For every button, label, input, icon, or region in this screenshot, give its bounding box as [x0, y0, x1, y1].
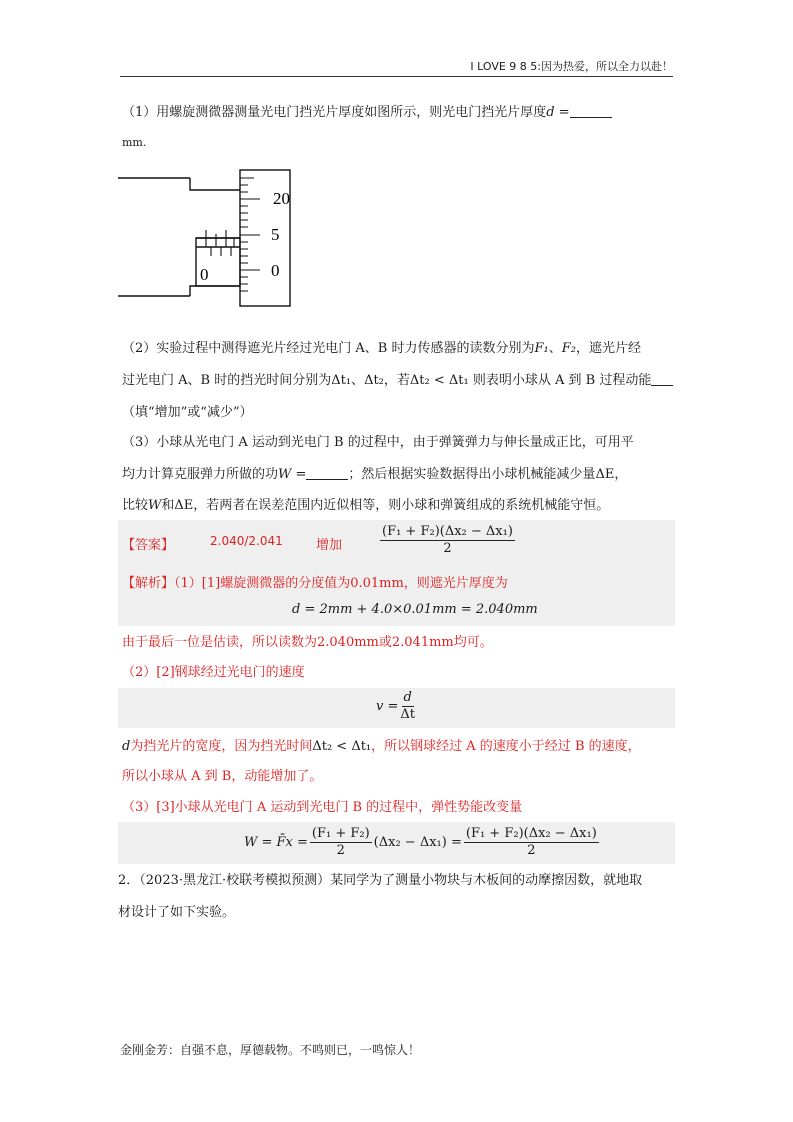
q1-answer-blank[interactable]: [570, 105, 612, 118]
analysis-line5: 所以小球从 A 到 B，动能增加了。: [122, 769, 323, 784]
answer-tag: 【答案】: [122, 538, 175, 553]
q3-line2: 均力计算克服弹力所做的功W = ；然后根据实验数据得出小球机械能减少量ΔE，: [122, 467, 628, 482]
q3-line3: 比较W和ΔE，若两者在误差范围内近似相等，则小球和弹簧组成的系统机械能守恒。: [122, 498, 610, 513]
answer-formula: $\frac{\text{(F₁ + F₂)(Δx₂ − Δx₁)}}{2}$: [382, 524, 513, 556]
label-5: 5: [271, 225, 280, 244]
q3-line1: （3）小球从光电门 A 运动到光电门 B 的过程中，由于弹簧弹力与伸长量成正比，可用平: [122, 435, 634, 450]
q2-answer-blank[interactable]: [651, 373, 673, 386]
analysis-line2: 由于最后一位是估读，所以读数为2.040mm或2.041mm均可。: [122, 635, 493, 650]
velocity-formula: v = $\frac{d}{\Delta t}$: [376, 690, 415, 722]
analysis-line4: d为挡光片的宽度，因为挡光时间Δt₂ < Δt₁，所以钢球经过 A 的速度小于经过 B 的速度，: [122, 739, 641, 754]
question-2-line2: 材设计了如下实验。: [118, 905, 236, 920]
analysis-line6: （3）[3]小球从光电门 A 运动到光电门 B 的过程中，弹性势能改变量: [122, 800, 523, 815]
question-2-line1: 2．（2023·黑龙江·校联考模拟预测）某同学为了测量小物块与木板间的动摩擦因数，就地取: [118, 873, 643, 888]
label-0-right: 0: [271, 261, 280, 280]
label-0-main: 0: [200, 265, 209, 284]
q3-answer-blank[interactable]: [306, 467, 348, 480]
q1-line1: （1）用螺旋测微器测量光电门挡光片厚度如图所示，则光电门挡光片厚度d =: [122, 104, 612, 122]
page-header: [120, 56, 673, 77]
analysis-line1: 【解析】（1）[1]螺旋测微器的分度值为0.01mm，则遮光片厚度为: [122, 576, 508, 591]
q2-line1: （2）实验过程中测得遮光片经过光电门 A、B 时力传感器的读数分别为F₁、F₂，遮光片经: [122, 341, 641, 356]
q1-line2: mm.: [122, 136, 147, 149]
label-20: 20: [273, 189, 290, 208]
work-formula: W = F̄x = $\frac{\text{(F₁ + F₂)}}{2}$ (Δx₂ − Δx₁) = $\frac{\text{(F₁ + F₂)(Δx₂ − Δx₁)}}{2}$: [244, 826, 597, 858]
q2-line2: 过光电门 A、B 时的挡光时间分别为Δt₁、Δt₂，若Δt₂ < Δt₁ 则表明小球从 A 到 B 过程动能: [122, 372, 673, 390]
answer-value-2: 增加: [316, 538, 343, 553]
micrometer-figure: [118, 168, 328, 313]
header-text: I LOVE 9 8 5:因为热爱，所以全力以赴！: [470, 60, 673, 73]
analysis-formula1: d = 2mm + 4.0×0.01mm = 2.040mm: [292, 602, 538, 617]
q2-line3: （填“增加”或“减少”）: [122, 405, 253, 420]
page-footer: 金刚金芳：自强不息，厚德载物。不鸣则已，一鸣惊人！: [120, 1043, 421, 1057]
answer-value-1: 2.040/2.041: [210, 534, 283, 548]
analysis-line3: （2）[2]钢球经过光电门的速度: [122, 665, 305, 680]
